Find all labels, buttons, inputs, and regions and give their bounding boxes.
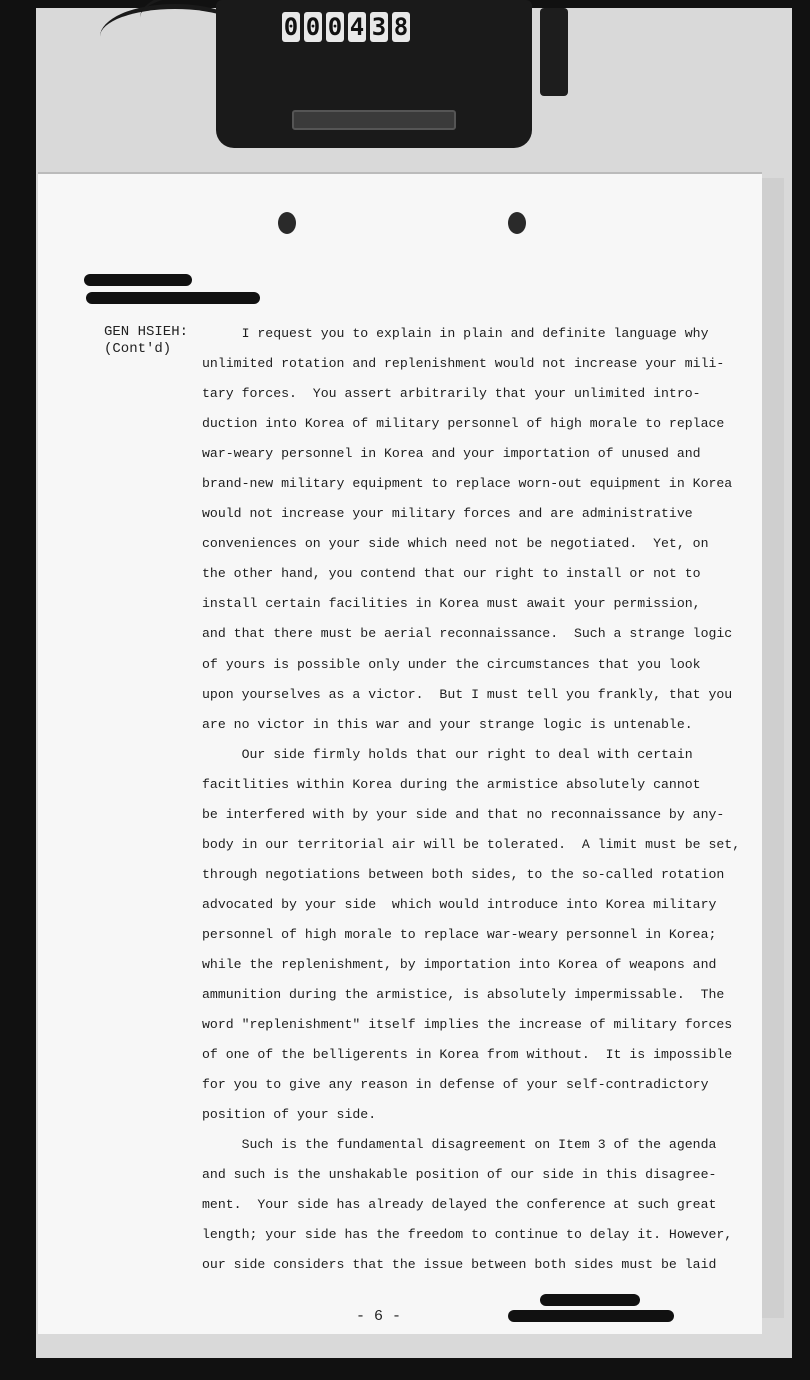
paragraph [202,319,742,740]
punch-hole [278,212,296,234]
text-line: word "replenishment" itself implies the increase of military forces [202,1017,733,1033]
text-line: would not increase your military forces and are administrative [202,506,693,522]
text-line: tary forces. You assert arbitrarily that your unlimited intro- [202,386,701,402]
speaker-label [104,324,188,358]
text-line: install certain facilities in Korea must await your permission, [202,596,701,612]
document-page [38,172,762,1334]
text-line: are no victor in this war and your strange logic is untenable. [202,716,693,732]
paragraph [202,1130,742,1280]
text-line: Such is the fundamental disagreement on Item 3 of the agenda [202,1137,717,1153]
speaker-name: GEN HSIEH: [104,324,189,340]
text-line: duction into Korea of military personnel of high morale to replace [202,416,725,432]
text-line: brand-new military equipment to replace worn-out equipment in Korea [202,476,733,492]
text-line: of one of the belligerents in Korea from without. It is impossible [202,1047,733,1063]
counter-slot [292,110,456,130]
text-line: facitlities within Korea during the armistice absolutely cannot [202,776,701,792]
text-line: the other hand, you contend that our right to install or not to [202,566,701,582]
punch-hole [508,212,526,234]
page-number: - 6 - [356,1308,402,1325]
text-line: of yours is possible only under the circumstances that you look [202,656,701,672]
counter-digit: 0 [305,13,321,41]
text-line: body in our territorial air will be tolerated. A limit must be set, [202,836,741,852]
text-line: position of your side. [202,1107,377,1123]
text-line: length; your side has the freedom to continue to delay it. However, [202,1227,733,1243]
text-line: while the replenishment, by importation into Korea of weapons and [202,956,717,972]
text-line: personnel of high morale to replace war-weary personnel in Korea; [202,926,717,942]
transcript-body [202,319,742,1281]
frame-counter [282,12,410,42]
text-line: through negotiations between both sides, to the so-called rotation [202,866,725,882]
text-line: advocated by your side which would introduce into Korea military [202,896,717,912]
text-line: and such is the unshakable position of our side in this disagree- [202,1167,717,1183]
text-line: our side considers that the issue between both sides must be laid [202,1257,717,1273]
text-line: conveniences on your side which need not be negotiated. Yet, on [202,536,709,552]
text-line: for you to give any reason in defense of your self-contradictory [202,1077,709,1093]
counter-digit: 0 [283,13,299,41]
text-line: ammunition during the armistice, is absolutely impermissable. The [202,987,725,1003]
counter-knob [540,8,568,96]
text-line: be interfered with by your side and that no reconnaissance by any- [202,806,725,822]
text-line: unlimited rotation and replenishment would not increase your mili- [202,356,725,372]
text-line: I request you to explain in plain and definite language why [202,326,709,341]
redaction-bar [86,292,260,304]
text-line: ment. Your side has already delayed the conference at such great [202,1197,717,1213]
text-line: Our side firmly holds that our right to deal with certain [202,746,693,762]
counter-digit: 8 [393,13,409,41]
counter-digit: 0 [327,13,343,41]
text-line: war-weary personnel in Korea and your importation of unused and [202,446,701,462]
counter-digit: 3 [371,13,387,41]
counter-digit: 4 [349,13,365,41]
redaction-bar [540,1294,640,1306]
redaction-bar [508,1310,674,1322]
speaker-continued: (Cont'd) [104,341,172,357]
redaction-bar [84,274,192,286]
text-line: and that there must be aerial reconnaissance. Such a strange logic [202,626,733,642]
paragraph [202,740,742,1131]
text-line: upon yourselves as a victor. But I must tell you frankly, that you [202,686,733,702]
